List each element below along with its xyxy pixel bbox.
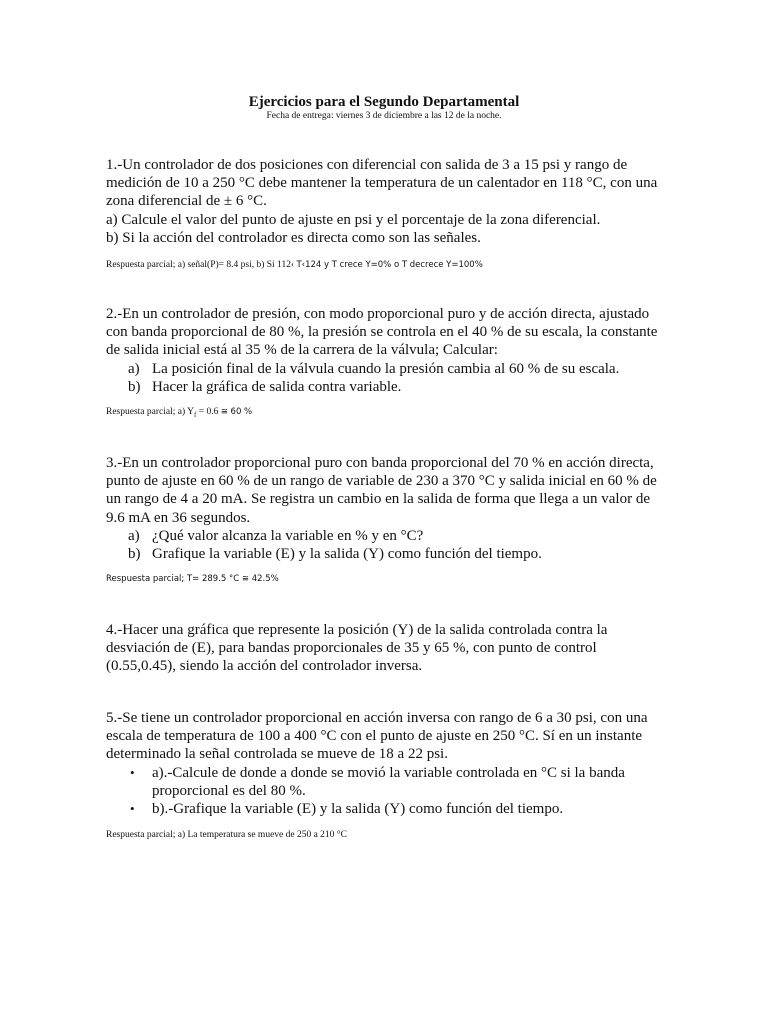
problem-5-line: escala de temperatura de 100 a 400 °C con el punto de ajuste en 250 °C. Sí en un instante — [106, 728, 643, 745]
problem-1-line: zona diferencial de ± 6 °C. — [106, 193, 267, 210]
problem-2-item-a — [106, 360, 676, 378]
problem-2-answer-mid: = 0.6 — [196, 407, 221, 417]
problem-2-answer-prefix: Respuesta parcial; a) Y — [106, 407, 195, 417]
problem-5-line: determinado la señal controlada se mueve de 18 a 22 psi. — [106, 746, 448, 763]
problem-2-line: con banda proporcional de 80 %, la presión se controla en el 40 % de su escala, la constante — [106, 324, 658, 341]
bullet-line: b).-Grafique la variable (E) y la salida (Y) como función del tiempo. — [152, 801, 564, 818]
problem-3-item-b — [106, 545, 676, 563]
problem-3 — [106, 454, 676, 563]
item-text: Grafique la variable (E) y la salida (Y) como función del tiempo. — [152, 546, 542, 563]
item-text: Hacer la gráfica de salida contra variable. — [152, 378, 402, 395]
problem-1-line: 1.-Un controlador de dos posiciones con diferencial con salida de 3 a 15 psi y rango de — [106, 157, 628, 173]
problem-3-line: punto de ajuste en 60 % de un rango de variable de 230 a 370 °C y salida inicial en 60 % de — [106, 473, 657, 490]
problem-3-answer: Respuesta parcial; T= 289.5 °C ≅ 42.5% — [106, 574, 279, 584]
problem-2-line: 2.-En un controlador de presión, con modo proporcional puro y de acción directa, ajustado — [106, 306, 650, 322]
problem-3-line: 3.-En un controlador proporcional puro con banda proporcional del 70 % en acción directa, — [106, 455, 654, 471]
bullet-line: proporcional es del 80 %. — [152, 782, 306, 799]
item-marker: b) — [128, 546, 141, 563]
problem-3-item-a — [106, 527, 676, 545]
item-text: La posición final de la válvula cuando la presión cambia al 60 % de su escala. — [152, 360, 620, 377]
problem-4-line: (0.55,0.45), siendo la acción del controlador inversa. — [106, 658, 423, 675]
bullet-icon: • — [130, 764, 135, 780]
problem-2-answer-sub: f — [194, 410, 197, 419]
problem-1-answer-prefix: Respuesta parcial; a) señal(P)= 8.4 psi, b) Si 112‹ — [106, 260, 295, 270]
problem-2 — [106, 305, 676, 396]
document-title: Ejercicios para el Segundo Departamental — [248, 94, 520, 110]
problem-2-answer — [106, 406, 706, 421]
problem-1 — [106, 156, 676, 247]
problem-1-answer — [106, 259, 706, 271]
problem-5-bullet-b — [106, 800, 676, 818]
problem-5-line: 5.-Se tiene un controlador proporcional en acción inversa con rango de 6 a 30 psi, con una — [106, 710, 648, 726]
bullet-line: a).-Calcule de donde a donde se movió la variable controlada en °C si la banda — [152, 764, 625, 781]
problem-2-item-b — [106, 378, 676, 396]
item-marker: a) — [128, 360, 140, 377]
item-marker: a) — [128, 527, 140, 544]
problem-5 — [106, 709, 676, 818]
problem-5-bullet-a — [106, 764, 676, 800]
bullet-icon: • — [130, 801, 135, 817]
problem-4 — [106, 621, 676, 676]
problem-3-line: 9.6 mA en 36 segundos. — [106, 509, 251, 526]
problem-4-line: desviación de (E), para bandas proporcionales de 35 y 65 %, con punto de control — [106, 640, 597, 657]
item-marker: b) — [128, 378, 141, 395]
problem-1-answer-suffix: T‹124 y T crece Y=0% o T decrece Y=100% — [296, 260, 483, 270]
document-subtitle: Fecha de entrega: viernes 3 de diciembre a las 12 de la noche. — [266, 111, 502, 121]
problem-1-line: medición de 10 a 250 °C debe mantener la temperatura de un calentador en 118 °C, con una — [106, 175, 658, 192]
problem-3-line: un rango de 4 a 20 mA. Se registra un cambio en la salida de forma que llega a un valor de — [106, 491, 650, 508]
problem-2-line: de salida inicial está al 35 % de la carrera de la válvula; Calcular: — [106, 342, 498, 359]
problem-4-line: 4.-Hacer una gráfica que represente la posición (Y) de la salida controlada contra la — [106, 622, 608, 638]
problem-1-line: a) Calcule el valor del punto de ajuste en psi y el porcentaje de la zona diferencial. — [106, 211, 601, 228]
problem-1-line: b) Si la acción del controlador es directa como son las señales. — [106, 229, 481, 246]
item-text: ¿Qué valor alcanza la variable en % y en °C? — [152, 527, 424, 544]
problem-2-answer-suffix: ≅ 60 % — [220, 407, 253, 417]
problem-5-answer: Respuesta parcial; a) La temperatura se mueve de 250 a 210 °C — [106, 830, 347, 840]
